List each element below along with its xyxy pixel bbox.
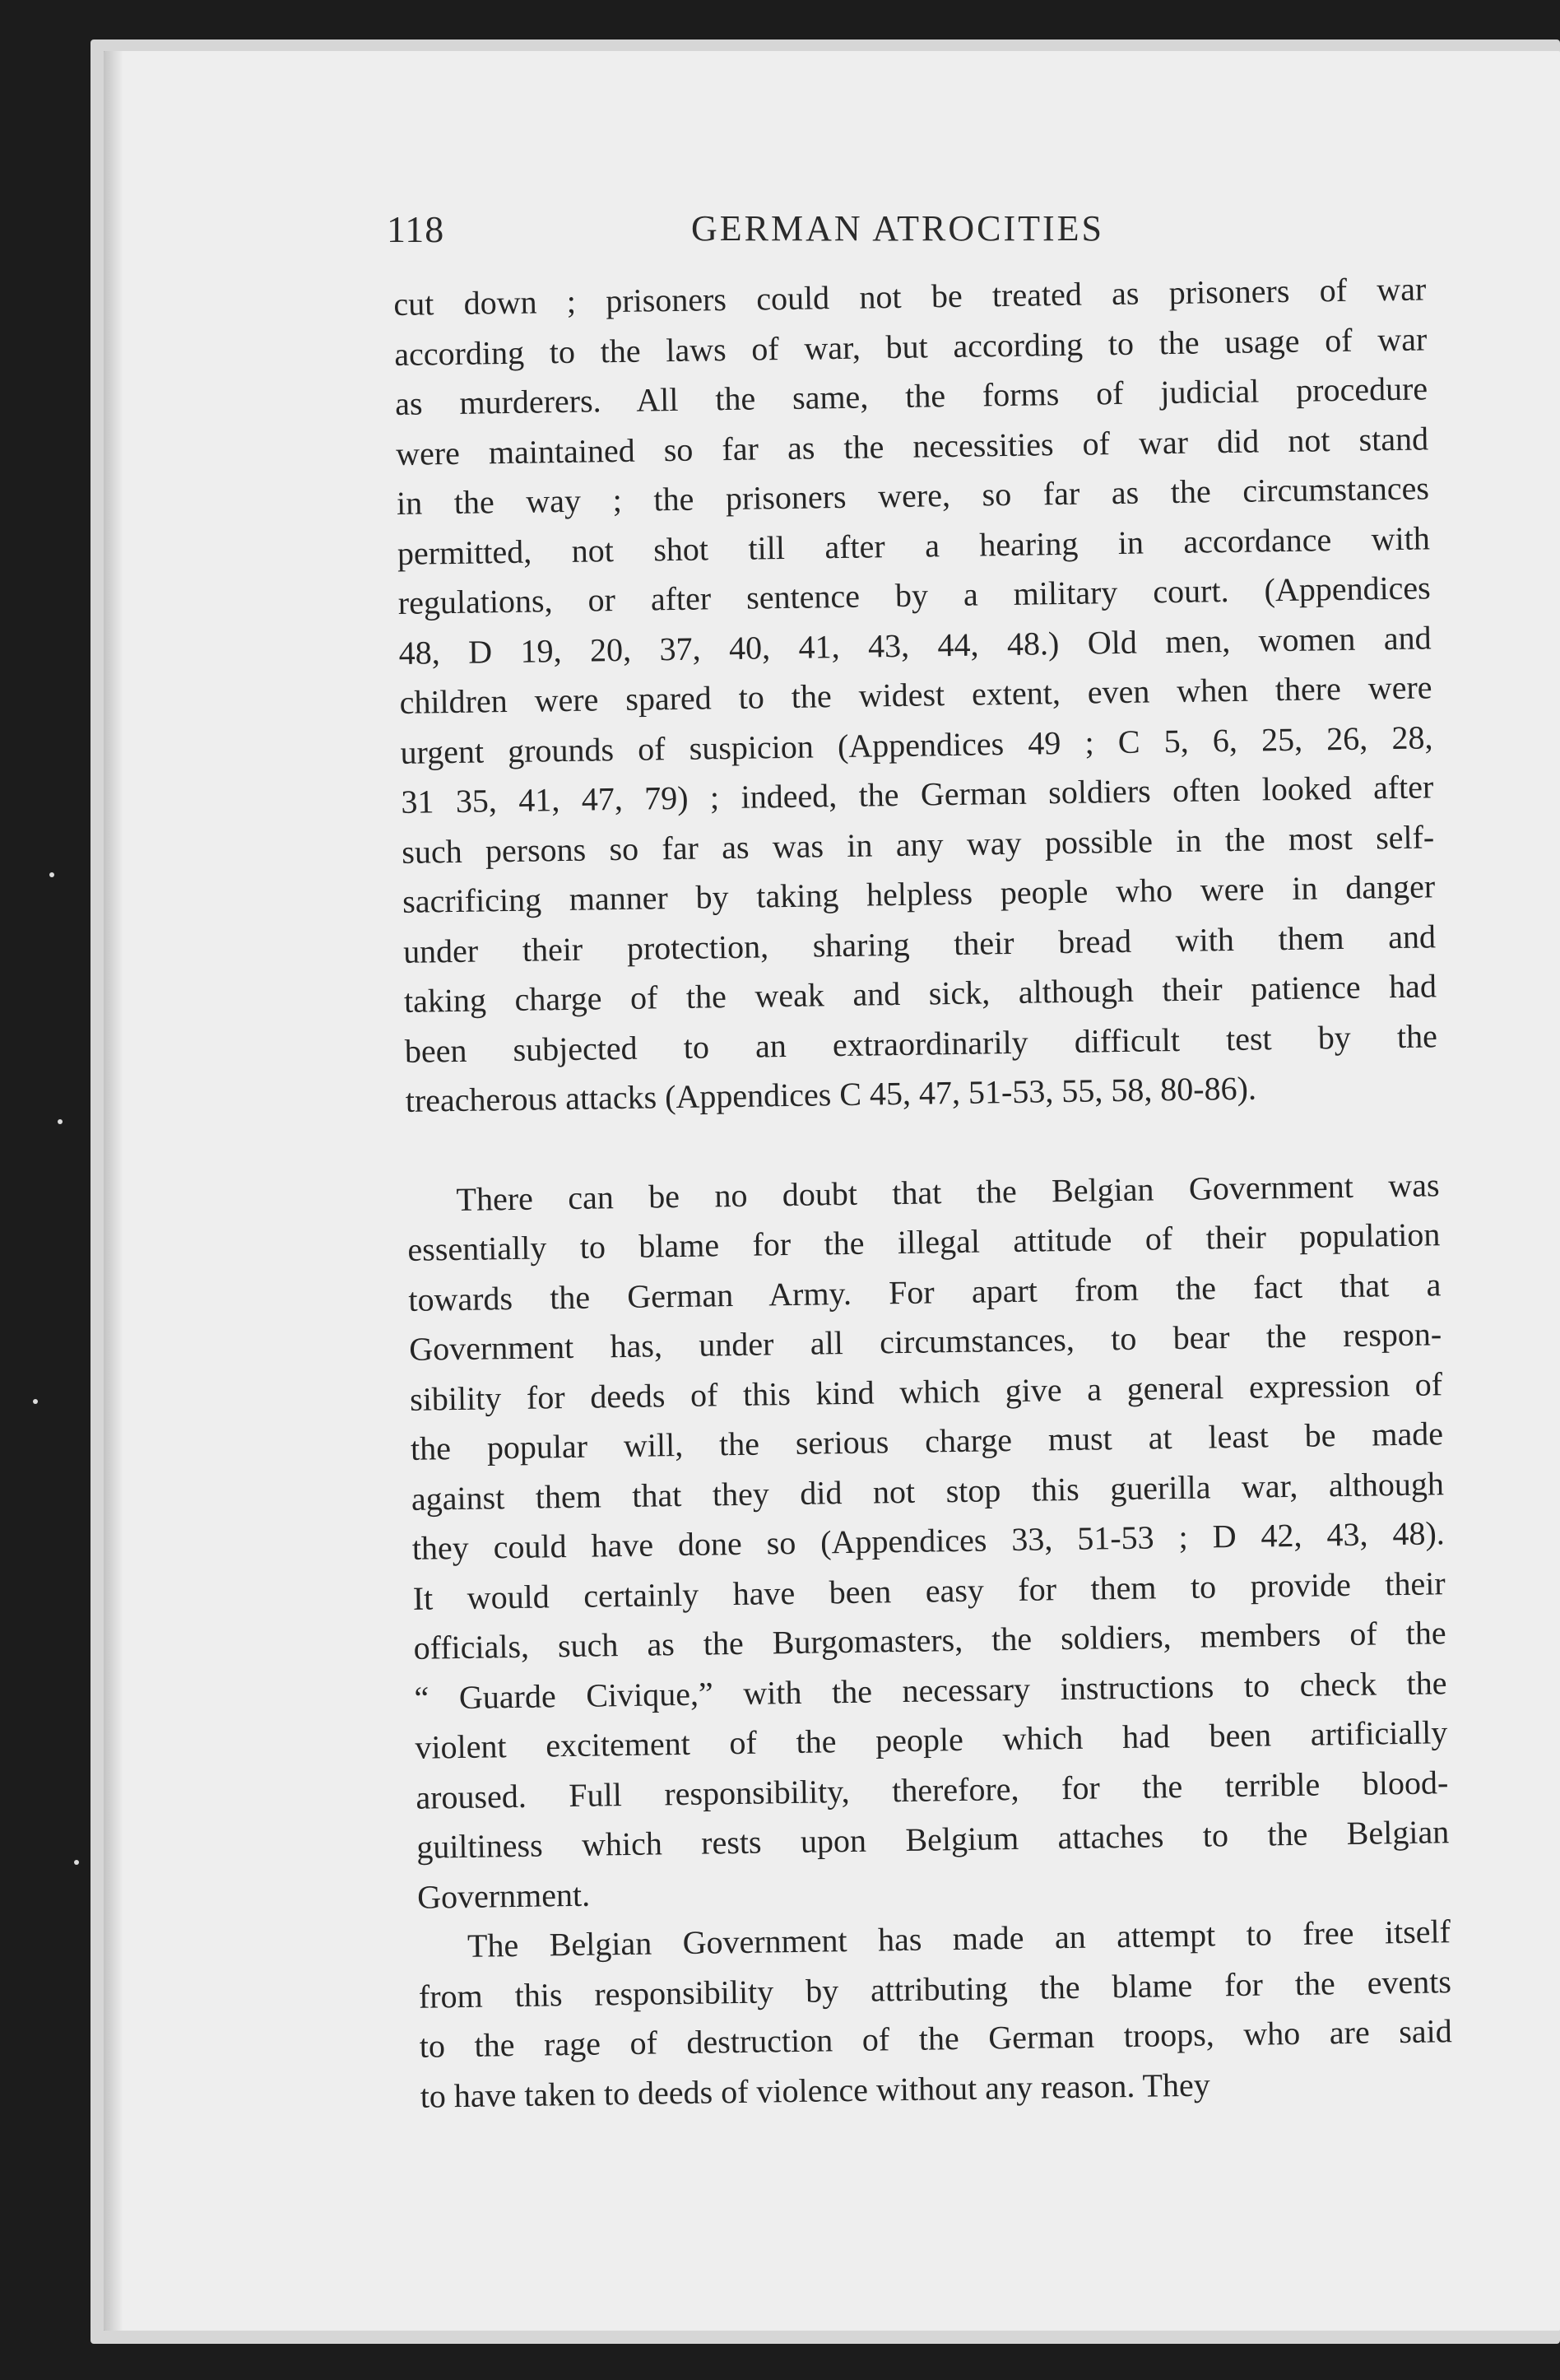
text-line: towards the German Army. For apart from the fact that a [408,1265,1442,1318]
text-line: guiltiness which rests upon Belgium attaches to the Belgian [416,1813,1450,1866]
text-line: essentially to blame for the illegal attitude of their population [407,1216,1441,1268]
body-text [393,264,1453,2121]
text-line: children were spared to the widest extent, even when there were [399,668,1432,721]
scan-speck [49,872,54,877]
text-line: cut down ; prisoners could not be treated as prisoners of war [393,270,1427,323]
text-line: the popular will, the serious charge must at least be made [410,1415,1444,1467]
text-line: from this responsibility by attributing the blame for the events [418,1962,1452,2015]
text-line: been subjected to an extraordinarily difficult test by the [404,1016,1438,1070]
text-line: There can be no doubt that the Belgian Government was [456,1165,1440,1218]
page-header [387,207,1127,265]
page-number: 118 [387,208,445,250]
scan-speck [33,1399,38,1404]
text-line: to have taken to deeds of violence without any reason. They [420,2066,1211,2115]
text-line: as murderers. All the same, the forms of judicial procedure [394,370,1428,422]
text-line: violent excitement of the people which had been artificially [415,1713,1448,1766]
text-line: regulations, or after sentence by a military court. (Appendices [397,569,1432,621]
text-line: they could have done so (Appendices 33, 51-53 ; D 42, 43, 48). [411,1514,1446,1567]
text-line: Government has, under all circumstances, to bear the respon- [408,1315,1442,1368]
text-line: according to the laws of war, but according to the usage of war [394,319,1428,373]
text-line: Government. [416,1876,591,1916]
text-line: 48, D 19, 20, 37, 40, 41, 43, 44, 48.) Old men, women and [398,618,1432,672]
scan-speck [74,1860,79,1865]
text-line: “ Guarde Civique,” with the necessary instructions to check the [414,1663,1447,1717]
text-line: to the rage of destruction of the German troops, who are said [419,2012,1453,2065]
text-line: urgent grounds of suspicion (Appendices 49 ; C 5, 6, 25, 26, 28, [400,718,1433,771]
gutter-shadow [104,51,123,2331]
text-line: aroused. Full responsibility, therefore, for the terrible blood- [416,1763,1449,1816]
text-line: officials, such as the Burgomasters, the soldiers, members of the [413,1614,1446,1666]
text-line: such persons so far as was in any way possible in the most self- [401,817,1435,871]
text-line: sacrificing manner by taking helpless people who were in danger [402,867,1436,920]
text-line: 31 35, 41, 47, 79) ; indeed, the German soldiers often looked after [401,768,1434,820]
text-line: against them that they did not stop this guerilla war, although [411,1464,1445,1518]
text-line: It would certainly have been easy for them to provide their [412,1564,1446,1617]
text-line: sibility for deeds of this kind which give a general expression of [409,1364,1443,1418]
text-line: in the way ; the prisoners were, so far as the circumstances [396,469,1430,522]
text-line: under their protection, sharing their bread with them and [402,917,1437,970]
running-title: GERMAN ATROCITIES [691,208,1105,249]
scan-speck [58,1119,63,1124]
text-line: taking charge of the weak and sick, although their patience had [403,967,1437,1020]
text-line: The Belgian Government has made an attempt to free itself [467,1913,1451,1964]
text-line: permitted, not shot till after a hearing in accordance with [397,518,1431,572]
text-line: treacherous attacks (Appendices C 45, 47, 51-53, 55, 58, 80-86). [405,1069,1257,1119]
text-line: were maintained so far as the necessities of war did not stand [395,419,1429,472]
